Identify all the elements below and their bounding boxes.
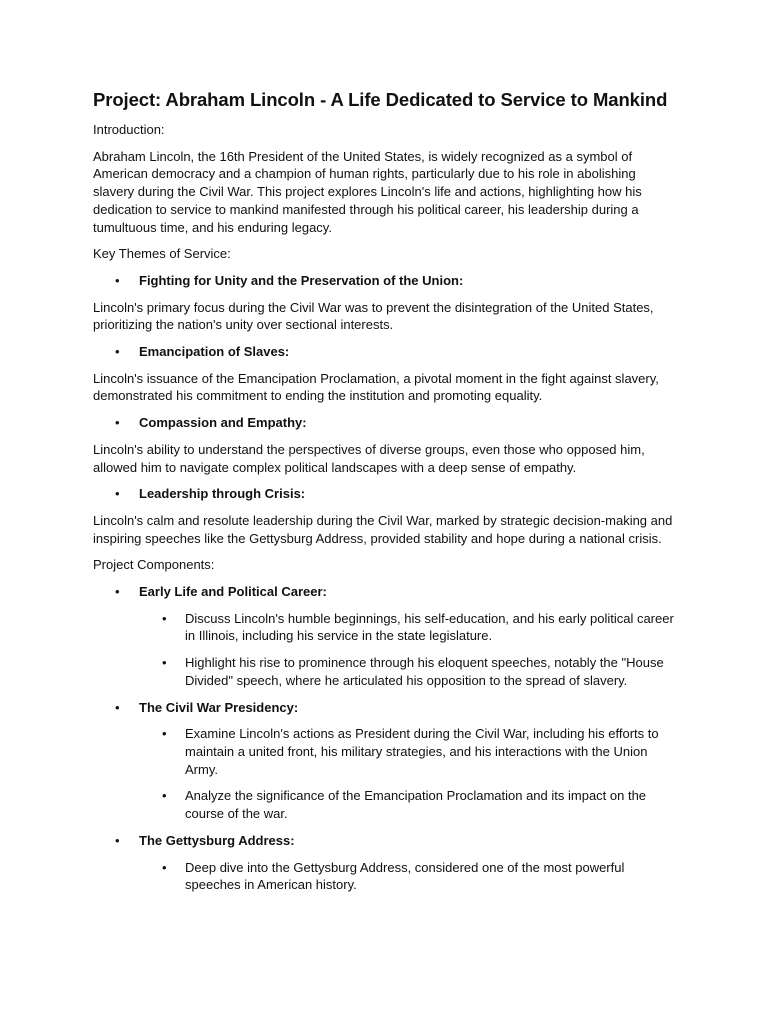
component-item-civil-war [93, 699, 678, 823]
component-sublist [139, 859, 678, 894]
theme-label: • Compassion and Empathy: [139, 415, 307, 431]
component-subitem: • Examine Lincoln's actions as President during the Civil War, including his efforts to maintain a united front, his military strategies, and his interactions with the Union Army. [139, 725, 678, 778]
theme-list [93, 272, 678, 290]
theme-description: Lincoln's calm and resolute leadership during the Civil War, marked by strategic decision-making and inspiring speeches like the Gettysburg Address, provided stability and hope during a national crisis. [93, 512, 673, 546]
component-subitem: • Discuss Lincoln's humble beginnings, his self-education, and his early political career in Illinois, including his service in the state legislature. [139, 610, 678, 645]
theme-label: • Fighting for Unity and the Preservation of the Union: [139, 272, 464, 288]
components-heading: Project Components: [93, 557, 215, 573]
theme-description: Lincoln's issuance of the Emancipation Proclamation, a pivotal moment in the fight against slavery, demonstrated his commitment to ending the institution and promoting equality. [93, 370, 659, 404]
component-subitem: • Analyze the significance of the Emancipation Proclamation and its impact on the course of the war. [139, 787, 678, 822]
theme-item-leadership [93, 485, 678, 503]
document-title: Project: Abraham Lincoln - A Life Dedicated to Service to Mankind [93, 89, 668, 110]
theme-label: • Emancipation of Slaves: [139, 344, 290, 360]
intro-heading: Introduction: [93, 122, 165, 137]
component-item-gettysburg [93, 832, 678, 894]
theme-description: Lincoln's ability to understand the perspectives of diverse groups, even those who opposed him, allowed him to navigate complex political landscapes with a deep sense of empathy. [93, 441, 645, 475]
component-list [93, 583, 678, 894]
intro-paragraph: Abraham Lincoln, the 16th President of the United States, is widely recognized as a symbol of American democracy and a champion of human rights, particularly due to his role in abolishing slavery during the Civil War. This project explores Lincoln's life and actions, highlighting how his dedication to service to mankind manifested through his political career, his leadership during a tumultuous time, and his enduring legacy. [93, 148, 642, 235]
theme-list [93, 343, 678, 361]
theme-list [93, 414, 678, 432]
theme-item-unity [93, 272, 678, 290]
component-item-early-life [93, 583, 678, 690]
theme-item-compassion [93, 414, 678, 432]
theme-item-emancipation [93, 343, 678, 361]
component-subitem: • Highlight his rise to prominence through his eloquent speeches, notably the "House Divided" speech, where he articulated his opposition to the spread of slavery. [139, 654, 678, 689]
theme-list [93, 485, 678, 503]
component-subitem: • Deep dive into the Gettysburg Address, considered one of the most powerful speeches in American history. [139, 859, 678, 894]
component-sublist [139, 725, 678, 823]
theme-label: • Leadership through Crisis: [139, 486, 306, 502]
component-label: • Early Life and Political Career: [139, 584, 327, 600]
component-sublist [139, 610, 678, 690]
theme-description: Lincoln's primary focus during the Civil War was to prevent the disintegration of the United States, prioritizing the nation's unity over sectional interests. [93, 299, 654, 333]
component-label: • The Civil War Presidency: [139, 699, 299, 715]
themes-heading: Key Themes of Service: [93, 246, 231, 262]
component-label: • The Gettysburg Address: [139, 832, 295, 848]
